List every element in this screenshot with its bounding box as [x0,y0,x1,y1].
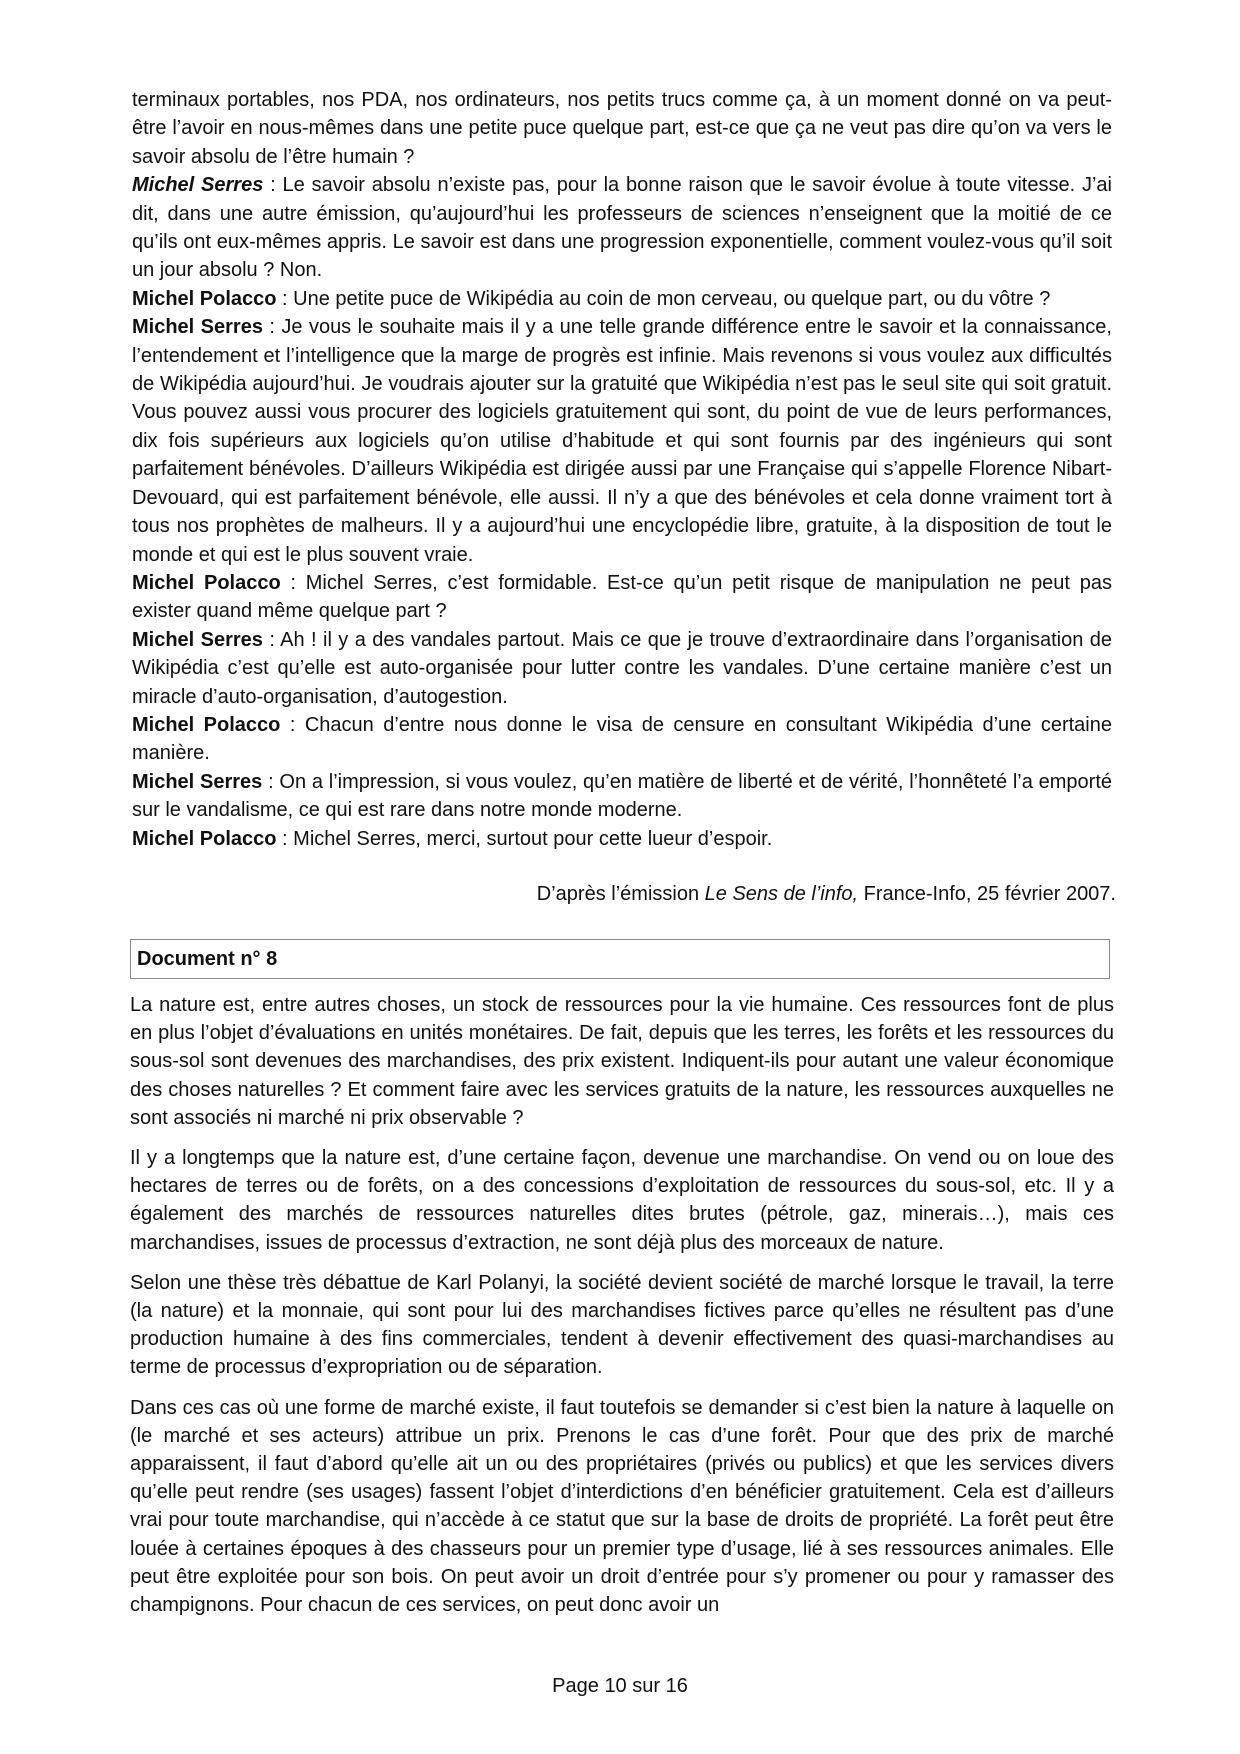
body-paragraph: Dans ces cas où une forme de marché existe, il faut toutefois se demander si c’est bien la nature à laquelle on (le marché et ses acteurs) attribue un prix. Prenons le cas d’une forêt. Pour que des prix de marché apparaissent, il faut d’abord qu’elle ait un ou des propriétaires (privés ou publics) et que les services divers qu’elle peut rendre (ses usages) fassent l’objet d’interdictions d’en bénéficier gratuitement. Cela est d’ailleurs vrai pour toute marchandise, qui n’accède à ce statut que sur la base de droits de propriété. La forêt peut être louée à certaines époques à des chasseurs pour un premier type d’usage, lié à ses ressources animales. Elle peut être exploitée pour son bois. On peut avoir un droit d’entrée pour s’y promener ou pour y ramasser des champignons. Pour chacun de ces services, on peut donc avoir un [130,1396,1114,1617]
speaker-name: Michel Serres [132,174,264,197]
interview-paragraph: Michel Serres : Le savoir absolu n’existe pas, pour la bonne raison que le savoir évolue à toute vitesse. J’ai dit, dans une autre émission, qu’aujourd’hui les professeurs de sciences n’enseignent que la moitié de ce qu’ils ont eux-mêmes appris. Le savoir est dans une progression exponentielle, comment voulez-vous qu’il soit un jour absolu ? Non. [132,174,1112,282]
source-citation: D’après l’émission Le Sens de l’info, France-Info, 25 février 2007. [536,883,1116,905]
speaker-name: Michel Polacco [132,713,281,736]
interview-paragraph: Michel Polacco : Michel Serres, merci, surtout pour cette lueur d’espoir. [132,827,773,850]
speaker-name: Michel Polacco [132,571,281,594]
document-8-body [130,991,1114,1631]
interview-paragraph: Michel Polacco : Michel Serres, c’est formidable. Est-ce qu’un petit risque de manipulation ne peut pas exister quand même quelque part ? [132,571,1112,623]
speaker-name: Michel Serres [132,628,263,651]
body-paragraph: Il y a longtemps que la nature est, d’une certaine façon, devenue une marchandise. On vend ou on loue des hectares de terres ou de forêts, on a des concessions d’exploitation de ressources du sous-sol, etc. Il y a également des marchés de ressources naturelles dites brutes (pétrole, gaz, minerais…), mais ces marchandises, issues de processus d’extraction, ne sont déjà plus des morceaux de nature. [130,1147,1114,1254]
speaker-name: Michel Polacco [132,827,277,850]
interview-paragraph: Michel Polacco : Chacun d’entre nous donne le visa de censure en consultant Wikipédia d’une certaine manière. [132,713,1112,765]
body-paragraph: La nature est, entre autres choses, un stock de ressources pour la vie humaine. Ces ressources font de plus en plus l’objet d’évaluations en unités monétaires. De fait, depuis que les terres, les forêts et les ressources du sous-sol sont devenues des marchandises, des prix existent. Indiquent-ils pour autant une valeur économique des choses naturelles ? Et comment faire avec les services gratuits de la nature, les ressources auxquelles ne sont associés ni marché ni prix observable ? [130,994,1114,1129]
interview-transcript [132,86,1112,853]
interview-paragraph: Michel Serres : On a l’impression, si vous voulez, qu’en matière de liberté et de vérité, l’honnêteté l’a emporté sur le vandalisme, ce qui est rare dans notre monde moderne. [132,770,1112,822]
source-title: Le Sens de l’info, [704,883,859,905]
page-number: Page 10 sur 16 [552,1675,688,1697]
interview-paragraph: Michel Serres : Je vous le souhaite mais il y a une telle grande différence entre le savoir et la connaissance, l’entendement et l’intelligence que la marge de progrès est infinie. Mais revenons si vous voulez aux difficultés de Wikipédia aujourd’hui. Je voudrais ajouter sur la gratuité que Wikipédia n’est pas le seul site qui soit gratuit. Vous pouvez aussi vous procurer des logiciels gratuitement qui sont, du point de vue de leurs performances, dix fois supérieurs aux logiciels qu’on utilise d’habitude et qui sont fournis par des ingénieurs qui sont parfaitement bénévoles. D’ailleurs Wikipédia est dirigée aussi par une Française qui s’appelle Florence Nibart-Devouard, qui est parfaitement bénévole, elle aussi. Il n’y a que des bénévoles et cela donne vraiment tort à tous nos prophètes de malheurs. Il y a aujourd’hui une encyclopédie libre, gratuite, à la disposition de tout le monde et qui est le plus souvent vraie. [132,316,1112,566]
interview-paragraph: Michel Polacco : Une petite puce de Wikipédia au coin de mon cerveau, ou quelque part, ou du vôtre ? [132,287,1051,310]
body-paragraph: Selon une thèse très débattue de Karl Polanyi, la société devient société de marché lorsque le travail, la terre (la nature) et la monnaie, qui sont pour lui des marchandises fictives parce qu’elles ne résultent pas d’une production humaine à des fins commerciales, tendent à devenir effectivement des quasi-marchandises au terme de processus d’expropriation ou de séparation. [130,1271,1114,1379]
document-heading: Document n° 8 [130,939,1110,979]
speaker-name: Michel Serres [132,770,263,793]
speaker-name: Michel Polacco [132,287,277,310]
speaker-name: Michel Serres [132,316,263,339]
interview-paragraph: terminaux portables, nos PDA, nos ordinateurs, nos petits trucs comme ça, à un moment donné on va peut-être l’avoir en nous-mêmes dans une petite puce quelque part, est-ce que ça ne veut pas dire qu’on va vers le savoir absolu de l’être humain ? [132,89,1112,168]
interview-paragraph: Michel Serres : Ah ! il y a des vandales partout. Mais ce que je trouve d’extraordinaire dans l’organisation de Wikipédia c’est qu’elle est auto-organisée pour lutter contre les vandales. D’une certaine manière c’est un miracle d’auto-organisation, d’autogestion. [132,628,1112,708]
